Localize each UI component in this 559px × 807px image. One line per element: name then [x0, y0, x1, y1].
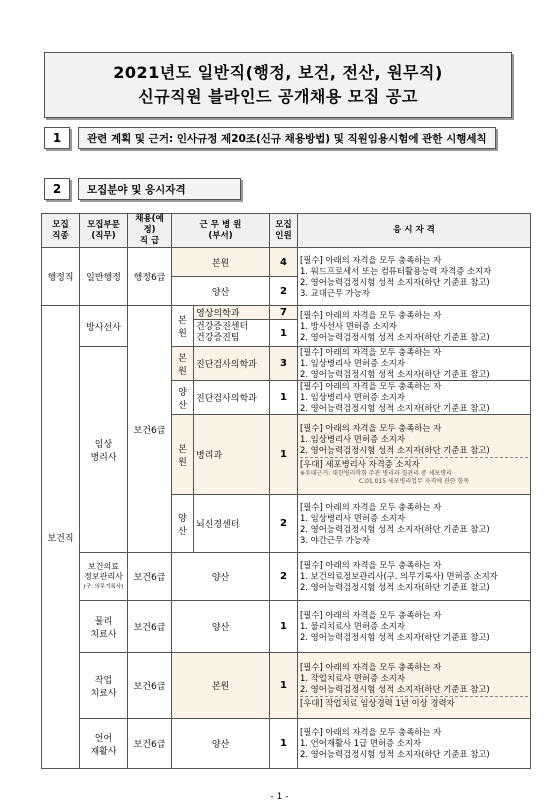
unit-clinical-3: 병리과 — [194, 415, 270, 495]
count-clinical-3: 1 — [270, 415, 298, 495]
qual-medrecord — [298, 553, 531, 601]
qual-line: [필수] 아래의 자격을 모두 충족하는 자 — [300, 423, 442, 433]
qual-line: 2. 영어능력검정시험 성적 소지자(하단 기준표 참고) — [300, 276, 490, 287]
unit-clinical-1: 진단검사의학과 — [194, 347, 270, 381]
qual-line: [필수] 아래의 자격을 모두 충족하는 자 — [300, 309, 442, 320]
qual-line: 2. 영어능력검정시험 성적 소지자(하단 기준표 참고) — [300, 523, 490, 534]
qual-line: [필수] 아래의 자격을 모두 충족하는 자 — [300, 501, 442, 512]
site-clinical-4: 양산 — [172, 495, 194, 553]
dept-occupational: 작업 치료사 — [80, 653, 128, 719]
dept-clinical: 임상 병리사 — [80, 347, 128, 553]
grade-admin: 행정6급 — [128, 248, 172, 306]
header-qual-text: 응 시 자 격 — [393, 225, 435, 235]
table-row — [42, 306, 531, 320]
qual-line: 3. 야간근무 가능자 — [300, 534, 370, 545]
count-radiology-2: 1 — [270, 320, 298, 347]
header-dept-text: 모집부문 (직무) — [87, 219, 120, 241]
qual-clinical-4 — [298, 495, 531, 553]
qual-line: 1. 임상병리사 면허증 소지자 — [300, 392, 405, 402]
qual-line: 1. 임상병리사 면허증 소지자 — [300, 512, 405, 523]
place-speech: 양산 — [172, 719, 270, 769]
qual-line: 1. 언어재활사 1급 면허증 소지자 — [300, 738, 422, 748]
qual-line: 1. 작업치료사 면허증 소지자 — [300, 673, 405, 683]
count-clinical-2: 1 — [270, 381, 298, 415]
qual-line: [필수] 아래의 자격을 모두 충족하는 자 — [300, 727, 442, 737]
place-admin-2: 양산 — [172, 277, 270, 306]
dept-medrecord-line2: 정보관리사 — [84, 571, 123, 581]
qual-line: 1. 임상병리사 면허증 소지자 — [300, 358, 405, 368]
site-clinical-1: 본원 — [172, 347, 194, 381]
qual-occupational — [298, 653, 531, 719]
place-medrecord: 양산 — [172, 553, 270, 601]
recruitment-table — [41, 213, 531, 769]
dept-radiology: 방사선사 — [80, 306, 128, 347]
dept-medrecord-line3: (구. 의무기록사) — [83, 583, 124, 590]
table-header-row — [42, 214, 531, 248]
preference-note-2: C.01.015 세포병리업무 자격에 관한 항목 — [358, 478, 470, 485]
dept-physio: 물리 치료사 — [80, 601, 128, 653]
grade-health-group: 보건6급 — [128, 306, 172, 553]
qual-line: 1. 임상병리사 면허증 소지자 — [300, 434, 405, 444]
qual-physio — [298, 601, 531, 653]
qual-line: 1. 보건의료정보관리사(구. 의무기록사) 면허증 소지자 — [300, 571, 498, 581]
count-clinical-1: 3 — [270, 347, 298, 381]
header-grade — [128, 214, 172, 248]
grade-medrecord: 보건6급 — [128, 553, 172, 601]
place-physio: 양산 — [172, 601, 270, 653]
qual-line: 2. 영어능력검정시험 성적 소지자(하단 기준표 참고) — [300, 369, 490, 379]
qual-line: [필수] 아래의 자격을 모두 충족하는 자 — [300, 560, 442, 570]
qual-clinical-2 — [298, 381, 531, 415]
qual-line: 2. 영어능력검정시험 성적 소지자(하단 기준표 참고) — [300, 684, 490, 694]
unit-radiology-1: 영상의학과 — [194, 306, 270, 320]
header-workplace — [172, 214, 270, 248]
section-1-label: 관련 계획 및 근거: 인사규정 제20조(신규 채용방법) 및 직원임용시험에 관한 시행세칙 — [78, 127, 496, 149]
header-workplace-text: 근 무 병 원 (부서) — [199, 219, 242, 241]
table-row — [42, 248, 531, 277]
count-radiology-1: 7 — [270, 306, 298, 320]
header-jobtype — [42, 214, 80, 248]
site-clinical-2: 양산 — [172, 381, 194, 415]
count-admin-2: 2 — [270, 277, 298, 306]
unit-clinical-2: 진단검사의학과 — [194, 381, 270, 415]
jobtype-admin: 행정직 — [42, 248, 80, 306]
section-2-label: 모집분야 및 응시자격 — [78, 178, 241, 200]
qual-line: 3. 교대근무 가능자 — [300, 287, 370, 298]
header-jobtype-text: 모집 직종 — [52, 219, 69, 241]
header-dept — [80, 214, 128, 248]
count-admin-1: 4 — [270, 248, 298, 277]
header-count-text: 모집 인원 — [275, 219, 292, 241]
table-row — [42, 601, 531, 653]
dept-medrecord-line1: 보건의료 — [88, 561, 119, 571]
preference-note-1: ※우대근거: 대한병리학회 주관 병리과 질관리 중 세포병리 — [300, 470, 452, 477]
qual-clinical-3 — [298, 415, 531, 495]
site-radiology: 본원 — [172, 306, 194, 347]
table-row — [42, 553, 531, 601]
grade-physio: 보건6급 — [128, 601, 172, 653]
page-number: - 1 - — [270, 792, 289, 802]
section-2 — [44, 178, 241, 200]
site-clinical-3: 본원 — [172, 415, 194, 495]
qual-line: [필수] 아래의 자격을 모두 충족하는 자 — [300, 381, 442, 391]
header-grade-text: 채용(예정) 직 급 — [135, 214, 164, 246]
count-occupational: 1 — [270, 653, 298, 719]
header-qual — [298, 214, 531, 248]
qual-speech — [298, 719, 531, 769]
unit-clinical-4: 뇌신경센터 — [194, 495, 270, 553]
qual-line: 2. 영어능력검정시험 성적 소지자(하단 기준표 참고) — [300, 445, 490, 455]
dept-admin: 일반행정 — [80, 248, 128, 306]
count-speech: 1 — [270, 719, 298, 769]
qual-line: [필수] 아래의 자격을 모두 충족하는 자 — [300, 610, 442, 620]
count-clinical-4: 2 — [270, 495, 298, 553]
grade-occupational: 보건6급 — [128, 653, 172, 719]
qual-line: [필수] 아래의 자격을 모두 충족하는 자 — [300, 347, 442, 357]
qual-line: [필수] 아래의 자격을 모두 충족하는 자 — [300, 662, 442, 672]
qual-radiology — [298, 306, 531, 347]
preference-line: [우대] 작업치료 임상경력 1년 이상 경력자 — [300, 696, 528, 709]
qual-line: 2. 영어능력검정시험 성적 소지자(하단 기준표 참고) — [300, 582, 490, 592]
section-2-number: 2 — [44, 178, 70, 200]
qual-line: 1. 방사선사 면허증 소지자 — [300, 320, 397, 331]
place-occupational: 본원 — [172, 653, 270, 719]
qual-line: [필수] 아래의 자격을 모두 충족하는 자 — [300, 254, 442, 265]
title-box — [44, 52, 512, 118]
table-row — [42, 347, 531, 381]
title-line2: 신규직원 블라인드 공개채용 모집 공고 — [138, 87, 418, 106]
jobtype-health: 보건직 — [42, 306, 80, 769]
dept-speech: 언어 재활사 — [80, 719, 128, 769]
grade-speech: 보건6급 — [128, 719, 172, 769]
preference-line: [우대] 세포병리사 자격증 소지자 — [300, 457, 528, 470]
dept-medrecord — [80, 553, 128, 601]
unit-radiology-2: 건강증진센터 건강증진팀 — [194, 320, 270, 347]
table-row — [42, 653, 531, 719]
qual-line: 1. 워드프로세서 또는 컴퓨터활용능력 자격증 소지자 — [300, 265, 492, 276]
qual-clinical-1 — [298, 347, 531, 381]
qual-line: 2. 영어능력검정시험 성적 소지자(하단 기준표 참고) — [300, 749, 490, 759]
table-row — [42, 719, 531, 769]
qual-line: 2. 영어능력검정시험 성적 소지자(하단 기준표 참고) — [300, 403, 490, 413]
count-medrecord: 2 — [270, 553, 298, 601]
place-admin-1: 본원 — [172, 248, 270, 277]
title-line1: 2021년도 일반직(행정, 보건, 전산, 원무직) — [113, 63, 443, 82]
section-1 — [44, 127, 496, 149]
header-count — [270, 214, 298, 248]
qual-line: 2. 영어능력검정시험 성적 소지자(하단 기준표 참고) — [300, 331, 490, 342]
count-physio: 1 — [270, 601, 298, 653]
qual-admin — [298, 248, 531, 306]
qual-line: 2. 영어능력검정시험 성적 소지자(하단 기준표 참고) — [300, 632, 490, 642]
section-1-number: 1 — [44, 127, 70, 149]
qual-line: 1. 물리치료사 면허증 소지자 — [300, 621, 405, 631]
